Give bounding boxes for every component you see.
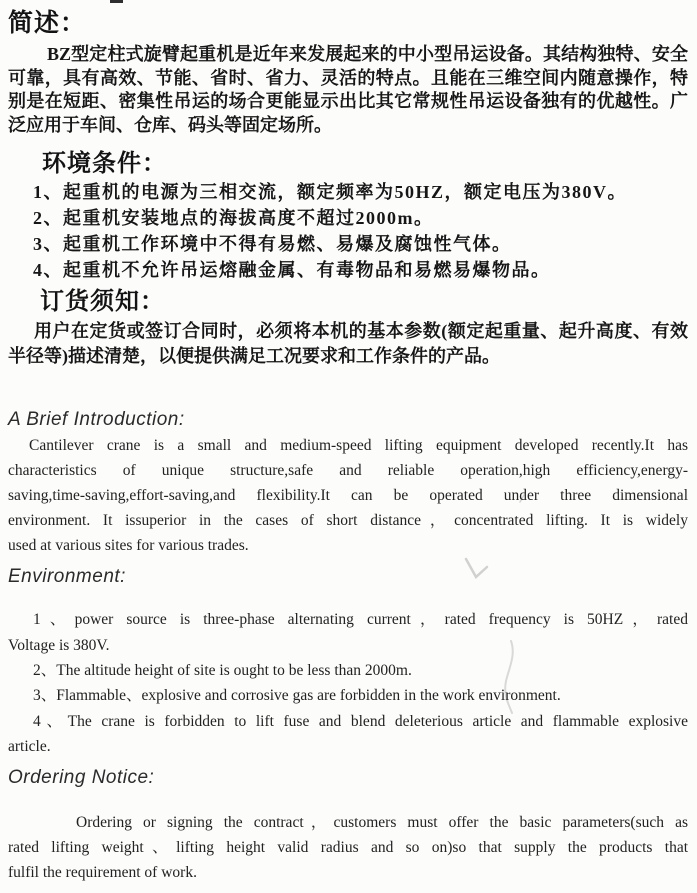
text-line: 别是在短距、密集性吊运的场合更能显示出比其它常规性吊运设备独有的优越性。广: [8, 91, 688, 111]
text-line: BZ型定柱式旋臂起重机是近年来发展起来的中小型吊运设备。其结构独特、安全: [47, 44, 688, 64]
text-line: 3、Flammable、explosive and corrosive gas are forbidden in the work environment.: [33, 687, 561, 705]
text-line: 可靠，具有高效、节能、省时、省力、灵活的特点。且能在三维空间内随意操作，特: [8, 67, 688, 88]
cn-ordering-paragraph: [8, 319, 688, 368]
cn-environment-list: [8, 179, 688, 283]
text-line: 2、起重机安装地点的海拔高度不超过2000m。: [33, 208, 434, 228]
text-line: used at various sites for various trades.: [8, 537, 249, 555]
en-ordering-paragraph: [8, 810, 688, 885]
text-line: fulfil the requirement of work.: [8, 863, 197, 881]
cn-ordering-heading: 订货须知：: [40, 289, 165, 315]
text-line: environment. It issuperior in the cases of short distance，concentrated lifting. It is widely: [8, 512, 688, 530]
cn-environment-heading: 环境条件：: [42, 151, 167, 177]
en-intro-heading: A Brief Introduction:: [8, 409, 185, 431]
en-environment-heading: Environment:: [8, 566, 126, 588]
en-env-item-1: [8, 607, 688, 658]
en-environment-list: [8, 607, 688, 759]
en-env-item-4: [8, 709, 688, 760]
en-intro-paragraph: [8, 433, 688, 558]
text-line: 2、The altitude height of site is ought to be less than 2000m.: [33, 662, 412, 679]
text-line: Cantilever crane is a small and medium-speed lifting equipment developed recently.It has: [29, 437, 688, 455]
text-line: saving,time-saving,effort-saving,and flexibility.It can be operated under three dimensional: [8, 487, 688, 505]
text-line: Ordering or signing the contract，customers must offer the basic parameters(such as: [76, 813, 688, 831]
text-line: rated lifting weight、lifting height valid radius and so on)so that supply the products that: [8, 838, 688, 856]
text-line: 4、The crane is forbidden to lift fuse and blend deleterious article and flammable explosive: [33, 712, 688, 730]
en-env-item-2: [8, 658, 688, 683]
text-line: 3、起重机工作环境中不得有易燃、易爆及腐蚀性气体。: [33, 234, 512, 254]
text-line: 1、起重机的电源为三相交流，额定频率为50HZ，额定电压为380V。: [33, 182, 628, 202]
text-line: 用户在定货或签订合同时，必须将本机的基本参数(额定起重量、起升高度、有效: [34, 321, 688, 341]
cn-intro-paragraph: [8, 43, 688, 137]
text-line: Voltage is 380V.: [8, 636, 110, 654]
text-line: 1、power source is three-phase alternating current，rated frequency is 50HZ，rated: [33, 611, 688, 629]
cn-intro-heading: 简述：: [8, 10, 87, 37]
text-line: characteristics of unique structure,safe and reliable operation,high efficiency,energy-: [8, 462, 688, 480]
text-line: 泛应用于车间、仓库、码头等固定场所。: [8, 114, 332, 135]
text-line: 4、起重机不允许吊运熔融金属、有毒物品和易燃易爆物品。: [33, 260, 551, 280]
text-line: article.: [8, 738, 51, 756]
en-env-item-3: [8, 683, 688, 708]
text-line: 半径等)描述清楚，以便提供满足工况要求和工作条件的产品。: [8, 345, 500, 366]
en-ordering-heading: Ordering Notice:: [8, 766, 155, 788]
